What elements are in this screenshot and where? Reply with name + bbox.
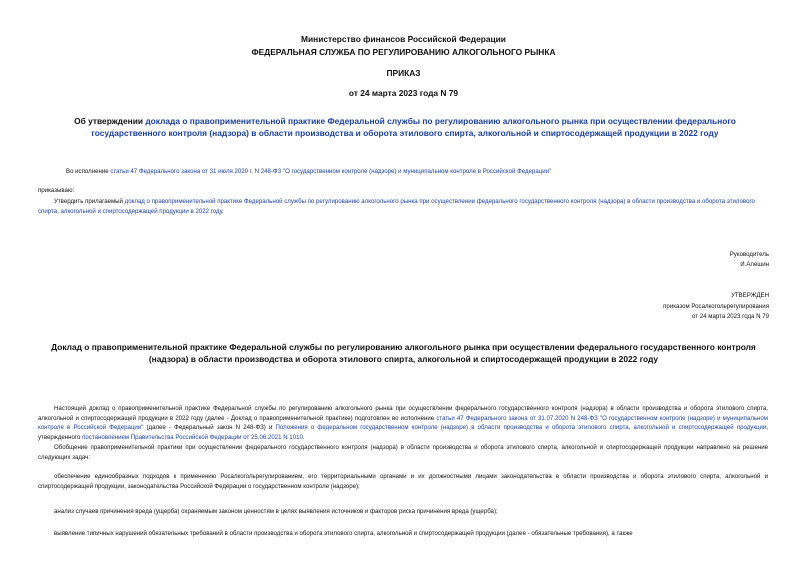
approve-suffix: . [222, 207, 224, 215]
order-word: приказываю: [38, 187, 75, 194]
approval-stamp-date: от 24 марта 2023 года N 79 [692, 313, 769, 320]
report-paragraph-1 [38, 404, 768, 442]
signature-position: Руководитель [729, 251, 769, 258]
headline-prefix: Об утверждении [74, 116, 146, 126]
order-date: от 24 марта 2023 года N 79 [348, 88, 459, 98]
report-paragraph-5: выявление типичных нарушений обязательных требований в области производства и оборота этилового спирта, алкогольной и спиртосодержащей продукции (далее - обязательные требования), а также [54, 530, 633, 537]
agency-name: ФЕДЕРАЛЬНАЯ СЛУЖБА ПО РЕГУЛИРОВАНИЮ АЛКОГОЛЬНОГО РЫНКА [251, 47, 556, 57]
report-paragraph-3: обеспечение единообразных подходов к применению Росалкогольрегулированием, его территориальными органами и их должностными лицами законодательства в области производства и оборота этилового спирта, алкогольной и спиртосодержащей продукции, законодательства Российской Федерации о государственном контроле (надзоре); [38, 473, 768, 490]
headline-report-link[interactable]: доклада о правоприменительной практике Федеральной службы по регулированию алкогольного рынка при осуществлении федерального государственного контроля (надзора) в области производства и оборота этилового спирта, алкогольной и спиртосодержащей продукции в 2022 году [91, 116, 736, 138]
order-headline [60, 115, 750, 139]
p1-text-2: (далее - Федеральный закон N 248-ФЗ) и [143, 424, 276, 431]
intro-prefix: Во исполнение [66, 168, 111, 175]
approval-stamp-title: УТВЕРЖДЕН [731, 292, 769, 299]
report-paragraph-4: анализ случаев причинения вреда (ущерба) охраняемым законом ценностям в целях выявления источников и факторов риска причинения вреда (ущерба); [54, 508, 498, 515]
report-paragraph-2: Обобщение правоприменительной практики при осуществлении федерального государственного контроля (надзора) в области производства и оборота этилового спирта, алкогольной и спиртосодержащей продукции направлено на решение следующих задач: [38, 444, 768, 461]
approve-paragraph [38, 197, 768, 216]
p1-text-3: , утвержденного [38, 424, 768, 441]
p1-text-4: . [302, 433, 305, 441]
regulation-link[interactable]: Положения о федеральном государственном контроле (надзоре) в области производства и оборота этилового спирта, алкогольной и спиртосодержащей продукции [275, 424, 767, 431]
approval-stamp-body: приказом Росалкогольрегулирования [663, 303, 769, 310]
order-label: ПРИКАЗ [386, 68, 421, 78]
approve-prefix: Утвердить прилагаемый [54, 198, 125, 205]
government-decree-link[interactable]: постановлением Правительства Российской Федерации от 25.06.2021 N 1010 [82, 433, 303, 441]
report-title: Доклад о правоприменительной практике Федеральной службы по регулированию алкогольного рынка при осуществлении федерального государственного контроля (надзора) в области производства и оборота этилового спирта, алкогольной и спиртосодержащей продукции в 2022 году [51, 342, 756, 364]
ministry-name: Министерство финансов Российской Федерации [301, 34, 506, 44]
law-248-link[interactable]: статьи 47 Федерального закона от 31.07.2020 N 248-ФЗ "О государственном контроле (надзоре) и муниципальном контроле в Российской Федерации" [38, 414, 769, 431]
p1-text-1: Настоящий доклад о правоприменительной практике Федеральной службы по регулированию алкогольного рынка при осуществлении федерального государственного контроля (надзора) в области производства и оборота этилового спирта, алкогольной и спиртосодержащей продукции в 2022 году (далее - Доклад о правоприменительной практике) подготовлен во исполнение [38, 405, 768, 422]
intro-paragraph [66, 167, 766, 177]
approve-report-link[interactable]: доклад о правоприменительной практике Федеральной службы по регулированию алкогольного рынка при осуществлении федерального государственного контроля (надзора) в области производства и оборота этилового спирта, алкогольной и спиртосодержащей продукции в 2022 году [38, 198, 755, 215]
signature-name: И.Алешин [740, 261, 769, 268]
law-article-link[interactable]: статьи 47 Федерального закона от 31 июля 2020 г. N 248-ФЗ "О государственном контроле (надзоре) и муниципальном контроле в Российской Федерации" [110, 168, 552, 175]
